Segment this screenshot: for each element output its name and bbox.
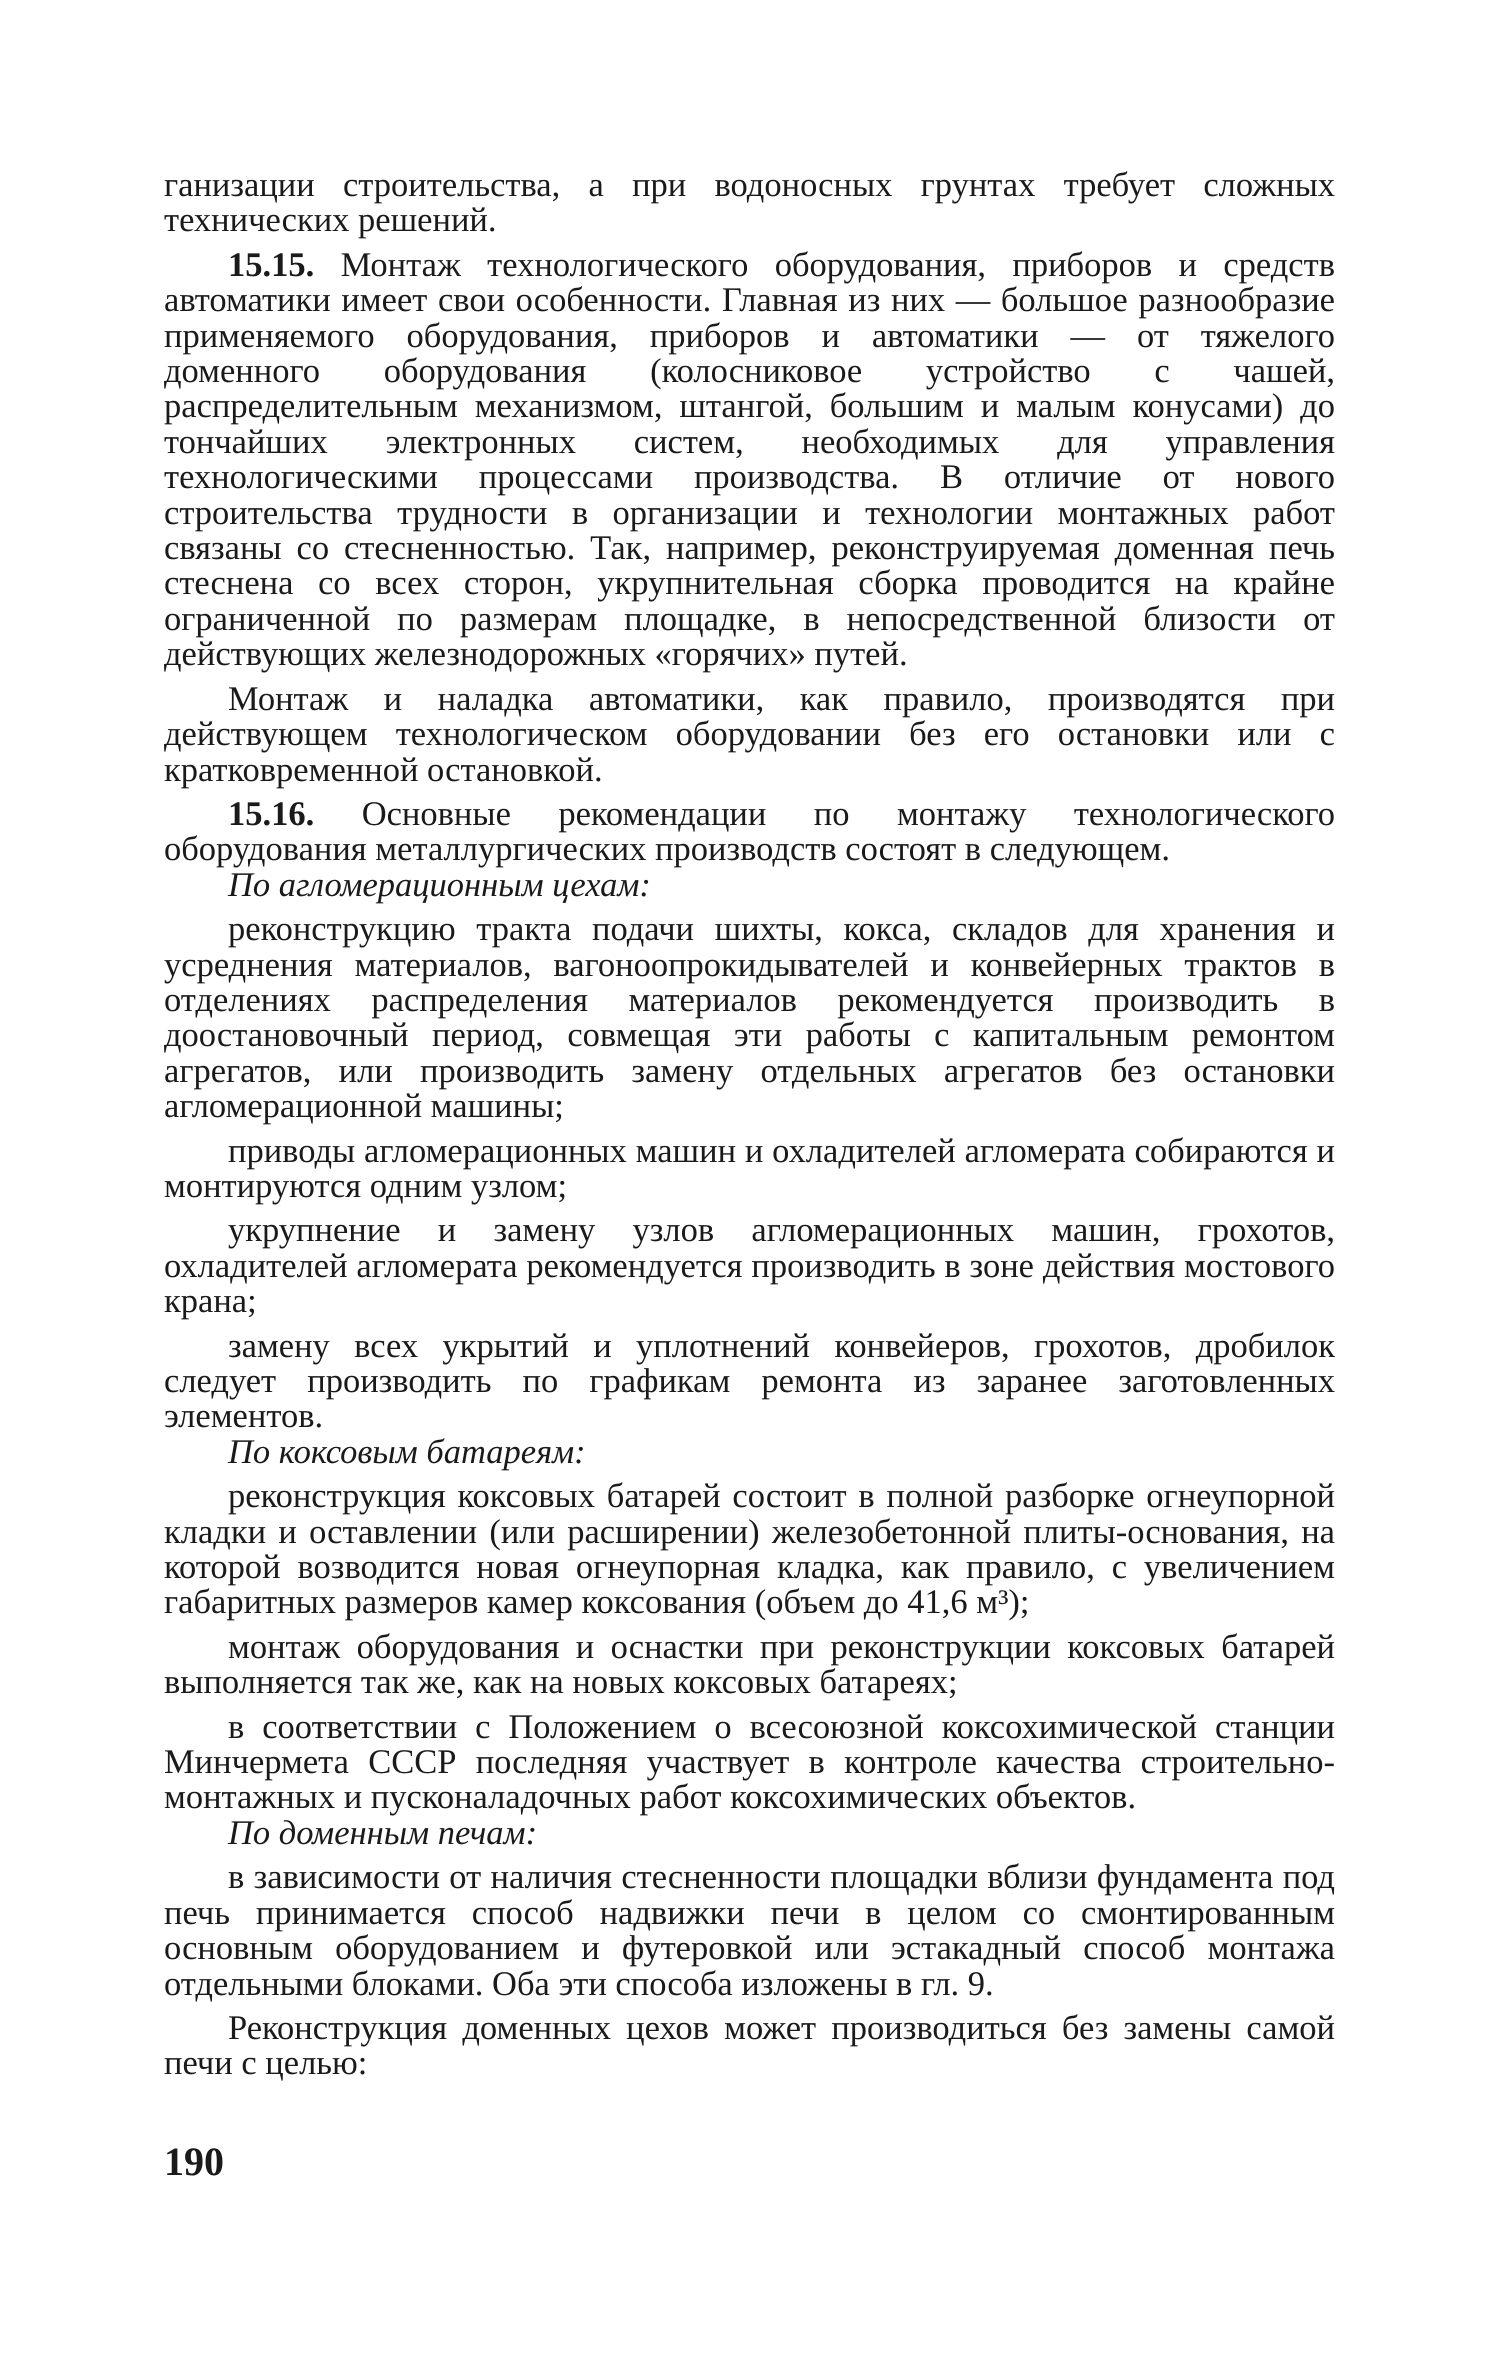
list-item [164,1213,1335,1319]
paragraph-text: Монтаж и наладка автоматики, как правило, производятся при действующем технологическом оборудовании без его остановки или с кратковременной остановкой. [164,679,1335,789]
page-number: 190 [164,2139,224,2184]
list-item [164,1479,1335,1621]
paragraph-text: укрупнение и замену узлов агломерационных машин, грохотов, охладителей агломерата рекомендуется производить в зоне действия мостового крана; [164,1211,1335,1321]
paragraph-text: в зависимости от наличия стесненности площадки вблизи фундамента под печь принимается способ надвижки печи в целом со смонтированным основным оборудованием и футеровкой или эстакадный способ монтажа отдельными блоками. Оба эти способа изложены в гл. 9. [164,1858,1335,2003]
paragraph-text: Основные рекомендации по монтажу технологического оборудования металлургических производств состоят в следующем. [164,794,1335,869]
paragraph-text: Реконструкция доменных цехов может производиться без замены самой печи с целью: [164,2008,1335,2083]
paragraph-text: реконструкция коксовых батарей состоит в полной разборке огнеупорной кладки и оставлении (или расширении) железобетонной плиты-основания, на которой возводится новая огнеупорная кладка, как правило, с увеличением габаритных размеров камер коксования (объем до 41,6 м³); [164,1477,1335,1622]
list-item [164,1860,1335,2002]
list-item [164,912,1335,1124]
paragraph-text: Монтаж технологического оборудования, приборов и средств автоматики имеет свои особенности. Главная из них — большое разнообразие применяемого оборудования, приборов и автоматики — от тяжелого доменного оборудования (колосниковое устройство с чашей, распределительным механизмом, штангой, большим и малым конусами) до тончайших электронных систем, необходимых для управления технологическими процессами производства. В отличие от нового строительства трудности в организации и технологии монтажных работ связаны со стесненностью. Так, например, реконструируемая доменная печь стеснена со всех сторон, укрупнительная сборка проводится на крайне ограниченной по размерам площадке, в непосредственной близости от действующих железнодорожных «горячих» путей. [164,245,1335,674]
paragraph-15-15 [164,245,1335,674]
list-item [164,1326,1335,1436]
list-item [164,1707,1335,1817]
subheading-blast-furnaces: По доменным печам: [228,1813,538,1852]
paragraph-text: реконструкцию тракта подачи шихты, кокса, складов для хранения и усреднения материалов, вагоноопрокидывателей и конвейерных трактов в отделениях распределения материалов рекомендуется производить в доостановочный период, совмещая эти работы с капитальным ремонтом агрегатов, или производить замену отдельных агрегатов без остановки агломерационной машины; [164,910,1335,1126]
paragraph-text: замену всех укрытий и уплотнений конвейеров, грохотов, дробилок следует производить по графикам ремонта из заранее заготовленных элементов. [164,1326,1335,1436]
subheading-coke-batteries: По коксовым батареям: [228,1432,586,1471]
paragraph-text: ганизации строительства, а при водоносных грунтах требует сложных технических решений. [164,166,1335,240]
paragraph-text: приводы агломерационных машин и охладителей агломерата собираются и монтируются одним узлом; [164,1131,1335,1205]
section-number: 15.15. [228,245,315,284]
paragraph-automation [164,679,1335,789]
paragraph-text: монтаж оборудования и оснастки при реконструкции коксовых батарей выполняется так же, как на новых коксовых батареях; [164,1627,1335,1702]
paragraph-continuation [164,168,1335,239]
paragraph-reconstruction [164,2008,1335,2083]
list-item [164,1627,1335,1702]
list-item [164,1131,1335,1205]
section-number: 15.16. [228,794,315,833]
subheading-agglomeration: По агломерационным цехам: [228,865,651,904]
paragraph-text: в соответствии с Положением о всесоюзной коксохимической станции Минчермета СССР последняя участвует в контроле качества строительно-монтажных и пусконаладочных работ коксохимических объектов. [164,1707,1335,1817]
paragraph-15-16 [164,794,1335,869]
page-body [164,168,1335,2082]
